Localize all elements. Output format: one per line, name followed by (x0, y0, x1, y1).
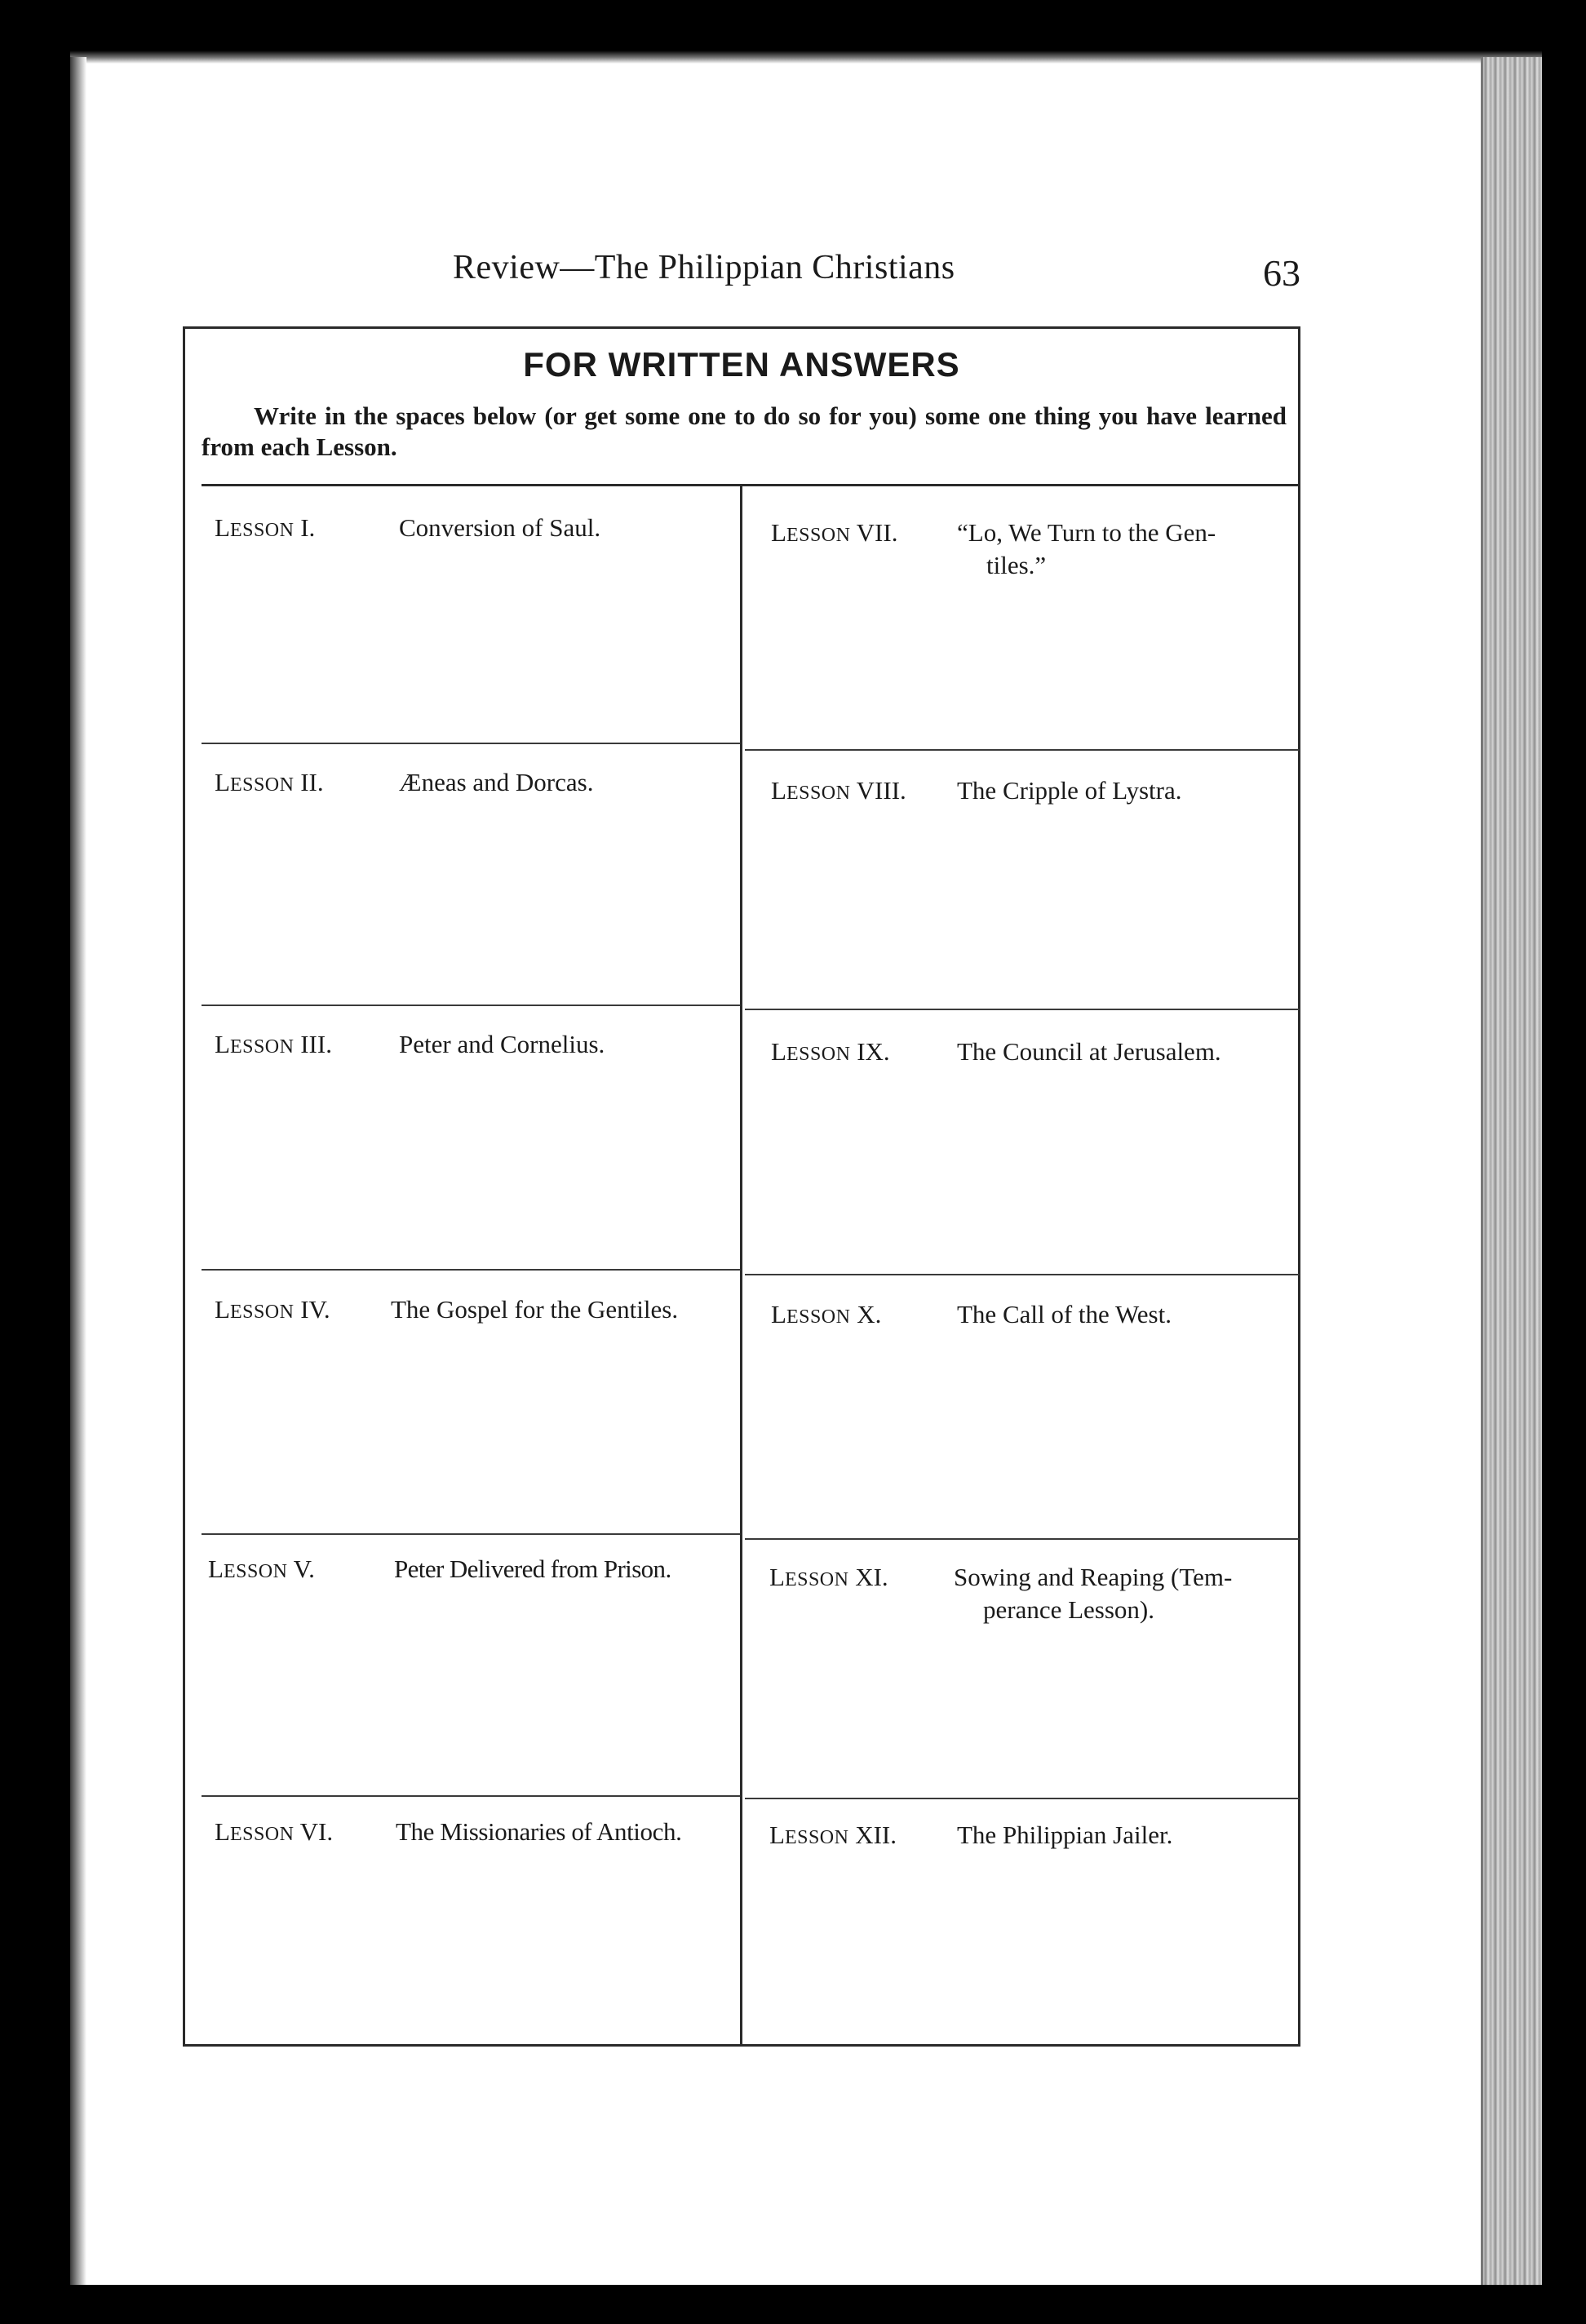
header-rule (202, 484, 1299, 486)
lesson-label: LESSON VII. (771, 518, 898, 547)
lesson-label: LESSON V. (208, 1555, 315, 1583)
row-divider (745, 1274, 1300, 1275)
row-divider (202, 743, 740, 744)
lesson-label: LESSON X. (771, 1300, 882, 1328)
written-answers-form (183, 326, 1300, 2047)
form-instructions: Write in the spaces below (or get some one to do so for you) some one thing you have learned from each Lesson. (202, 401, 1287, 461)
column-divider (740, 486, 742, 2047)
lesson-title: The Gospel for the Gentiles. (391, 1295, 679, 1324)
lesson-title: The Call of the West. (957, 1300, 1172, 1328)
lesson-label: LESSON I. (215, 513, 316, 542)
lesson-title-line: “Lo, We Turn to the Gen- (957, 518, 1216, 547)
lesson-label: LESSON IV. (215, 1295, 330, 1324)
running-head: Review—The Philippian Christians (453, 249, 955, 286)
scan-left-edge (0, 0, 70, 2324)
lesson-label: LESSON III. (215, 1030, 332, 1058)
row-divider (745, 1798, 1300, 1799)
lesson-title: The Council at Jerusalem. (957, 1037, 1221, 1066)
lesson-label: LESSON II. (215, 768, 324, 796)
form-title: FOR WRITTEN ANSWERS (523, 345, 960, 384)
page-number: 63 (1263, 252, 1300, 294)
row-divider (745, 749, 1300, 751)
scan-right-edge (1542, 0, 1586, 2324)
lesson-title (954, 1561, 1232, 1626)
lesson-title: The Philippian Jailer. (957, 1821, 1173, 1849)
lesson-title (957, 517, 1216, 582)
row-divider (202, 1795, 740, 1797)
row-divider (202, 1269, 740, 1271)
scan-top-edge (0, 0, 1586, 64)
lesson-label: LESSON XI. (769, 1563, 888, 1591)
row-divider (745, 1009, 1300, 1010)
lesson-title: The Cripple of Lystra. (957, 776, 1182, 805)
row-divider (202, 1533, 740, 1535)
lesson-label: LESSON VI. (215, 1817, 334, 1846)
lesson-title: Conversion of Saul. (399, 513, 601, 542)
lesson-title-line: Sowing and Reaping (Tem- (954, 1563, 1233, 1591)
lesson-title: Æneas and Dorcas. (399, 768, 594, 796)
lesson-label: LESSON IX. (771, 1037, 890, 1066)
scan-gutter-shadow (70, 57, 86, 2285)
lesson-title: Peter Delivered from Prison. (394, 1555, 671, 1583)
lesson-label: LESSON XII. (769, 1821, 897, 1849)
scan-bottom-edge (0, 2285, 1586, 2324)
lesson-title: Peter and Cornelius. (399, 1030, 605, 1058)
page-fore-edge (1481, 57, 1544, 2285)
lesson-title-line: perance Lesson). (983, 1595, 1155, 1624)
lesson-title: The Missionaries of Antioch. (396, 1817, 682, 1846)
lesson-label: LESSON VIII. (771, 776, 906, 805)
row-divider (202, 1005, 740, 1006)
lesson-title-line: tiles.” (986, 551, 1047, 579)
row-divider (745, 1538, 1300, 1540)
